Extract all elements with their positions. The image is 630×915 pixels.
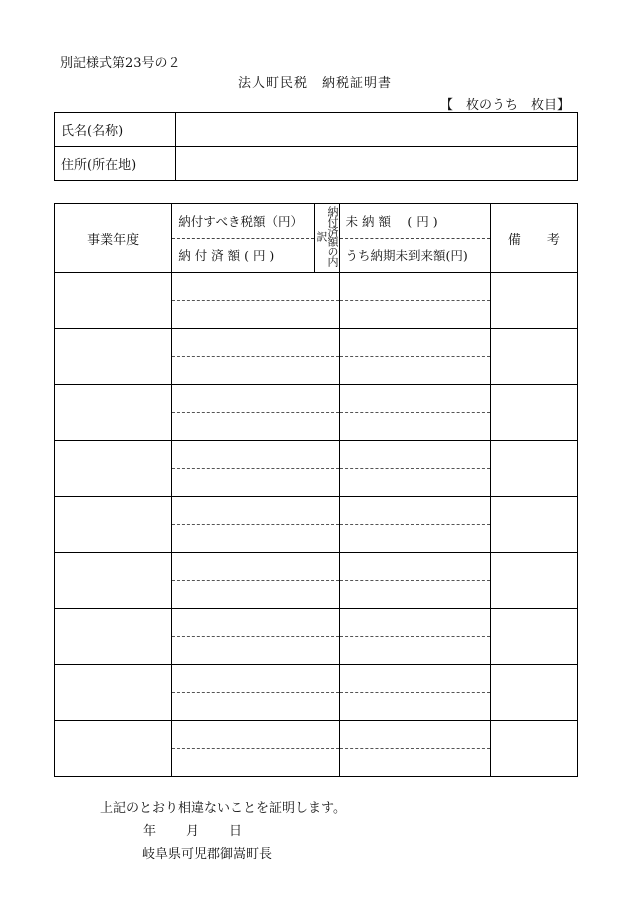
amount-cell (172, 273, 339, 329)
fiscal-year-cell[interactable] (55, 665, 172, 721)
remarks-cell[interactable] (490, 441, 577, 497)
tax-table (54, 203, 578, 777)
tax-due-cell[interactable] (172, 329, 338, 357)
unpaid-amount-cell[interactable] (340, 385, 490, 413)
header-tax-amounts (172, 204, 315, 273)
address-label: 住所(所在地) (55, 147, 176, 181)
remarks-cell[interactable] (490, 553, 577, 609)
table-row (55, 329, 578, 385)
unpaid-amount-cell[interactable] (340, 441, 490, 469)
tax-paid-cell[interactable] (172, 301, 338, 328)
remarks-cell[interactable] (490, 665, 577, 721)
table-row (55, 609, 578, 665)
unpaid-cell (339, 385, 490, 441)
fiscal-year-cell[interactable] (55, 553, 172, 609)
table-row (55, 385, 578, 441)
remarks-cell[interactable] (490, 385, 577, 441)
tax-due-cell[interactable] (172, 441, 338, 469)
header-breakdown: 納付済額の内訳 (315, 206, 339, 266)
tax-paid-cell[interactable] (172, 469, 338, 496)
name-label: 氏名(名称) (55, 113, 176, 147)
form-number: 別記様式第23号の２ (60, 56, 181, 71)
date-year-label: 年 (143, 824, 157, 839)
unpaid-amount-cell[interactable] (340, 553, 490, 581)
header-tax-due: 納付すべき税額（円） (172, 204, 314, 239)
remarks-cell[interactable] (490, 329, 577, 385)
table-row (55, 665, 578, 721)
fiscal-year-cell[interactable] (55, 721, 172, 777)
unpaid-notdue-cell[interactable] (340, 413, 490, 440)
unpaid-cell (339, 497, 490, 553)
fiscal-year-cell[interactable] (55, 441, 172, 497)
name-field[interactable] (176, 113, 578, 147)
amount-cell (172, 329, 339, 385)
table-header (55, 204, 578, 273)
tax-paid-cell[interactable] (172, 357, 338, 384)
remarks-cell[interactable] (490, 721, 577, 777)
remarks-cell[interactable] (490, 497, 577, 553)
fiscal-year-cell[interactable] (55, 609, 172, 665)
unpaid-cell (339, 329, 490, 385)
header-unpaid-notdue: うち納期未到来額(円) (345, 248, 468, 264)
fiscal-year-cell[interactable] (55, 385, 172, 441)
tax-due-cell[interactable] (172, 553, 338, 581)
tax-due-cell[interactable] (172, 273, 338, 301)
certification-text: 上記のとおり相違ないことを証明します。 (100, 801, 346, 816)
tax-paid-cell[interactable] (172, 693, 338, 720)
amount-cell (172, 441, 339, 497)
tax-due-cell[interactable] (172, 609, 338, 637)
header-fiscal-year: 事業年度 (55, 204, 172, 273)
unpaid-amount-cell[interactable] (340, 665, 490, 693)
page-indicator: 【 枚のうち 枚目】 (439, 98, 570, 113)
amount-cell (172, 553, 339, 609)
amount-cell (172, 385, 339, 441)
address-row (55, 147, 578, 181)
fiscal-year-cell[interactable] (55, 273, 172, 329)
tax-due-cell[interactable] (172, 721, 338, 749)
header-remarks: 備 考 (490, 204, 577, 273)
remarks-cell[interactable] (490, 273, 577, 329)
date-month-label: 月 (186, 824, 200, 839)
unpaid-cell (339, 273, 490, 329)
info-table (54, 112, 578, 181)
amount-cell (172, 665, 339, 721)
unpaid-notdue-cell[interactable] (340, 357, 490, 384)
unpaid-notdue-cell[interactable] (340, 525, 490, 552)
header-tax-paid: 納 付 済 額 ( 円 ) (178, 248, 275, 264)
address-field[interactable] (176, 147, 578, 181)
tax-due-cell[interactable] (172, 665, 338, 693)
unpaid-amount-cell[interactable] (340, 329, 490, 357)
amount-cell (172, 497, 339, 553)
signer-title: 岐阜県可児郡御嵩町長 (142, 847, 273, 862)
unpaid-amount-cell[interactable] (340, 273, 490, 301)
tax-due-cell[interactable] (172, 497, 338, 525)
amount-cell (172, 721, 339, 777)
unpaid-notdue-cell[interactable] (340, 637, 490, 664)
amount-cell (172, 609, 339, 665)
unpaid-cell (339, 665, 490, 721)
unpaid-amount-cell[interactable] (340, 721, 490, 749)
table-row (55, 497, 578, 553)
unpaid-notdue-cell[interactable] (340, 693, 490, 720)
table-row (55, 553, 578, 609)
unpaid-notdue-cell[interactable] (340, 749, 490, 776)
unpaid-amount-cell[interactable] (340, 609, 490, 637)
unpaid-cell (339, 553, 490, 609)
name-row (55, 113, 578, 147)
tax-paid-cell[interactable] (172, 749, 338, 776)
tax-paid-cell[interactable] (172, 413, 338, 440)
document-title: 法人町民税 納税証明書 (237, 76, 392, 91)
date-day-label: 日 (229, 824, 243, 839)
remarks-cell[interactable] (490, 609, 577, 665)
date-line (143, 820, 242, 839)
tax-paid-cell[interactable] (172, 525, 338, 552)
unpaid-notdue-cell[interactable] (340, 301, 490, 328)
header-breakdown-cell (315, 204, 339, 273)
table-row (55, 273, 578, 329)
header-unpaid-amounts (339, 204, 490, 273)
unpaid-cell (339, 609, 490, 665)
header-unpaid: 未 納 額 ( 円 ) (340, 204, 490, 239)
unpaid-cell (339, 441, 490, 497)
unpaid-notdue-cell[interactable] (340, 581, 490, 608)
table-row (55, 441, 578, 497)
fiscal-year-cell[interactable] (55, 329, 172, 385)
unpaid-notdue-cell[interactable] (340, 469, 490, 496)
unpaid-cell (339, 721, 490, 777)
fiscal-year-cell[interactable] (55, 497, 172, 553)
unpaid-amount-cell[interactable] (340, 497, 490, 525)
table-row (55, 721, 578, 777)
tax-due-cell[interactable] (172, 385, 338, 413)
tax-paid-cell[interactable] (172, 581, 338, 608)
tax-paid-cell[interactable] (172, 637, 338, 664)
